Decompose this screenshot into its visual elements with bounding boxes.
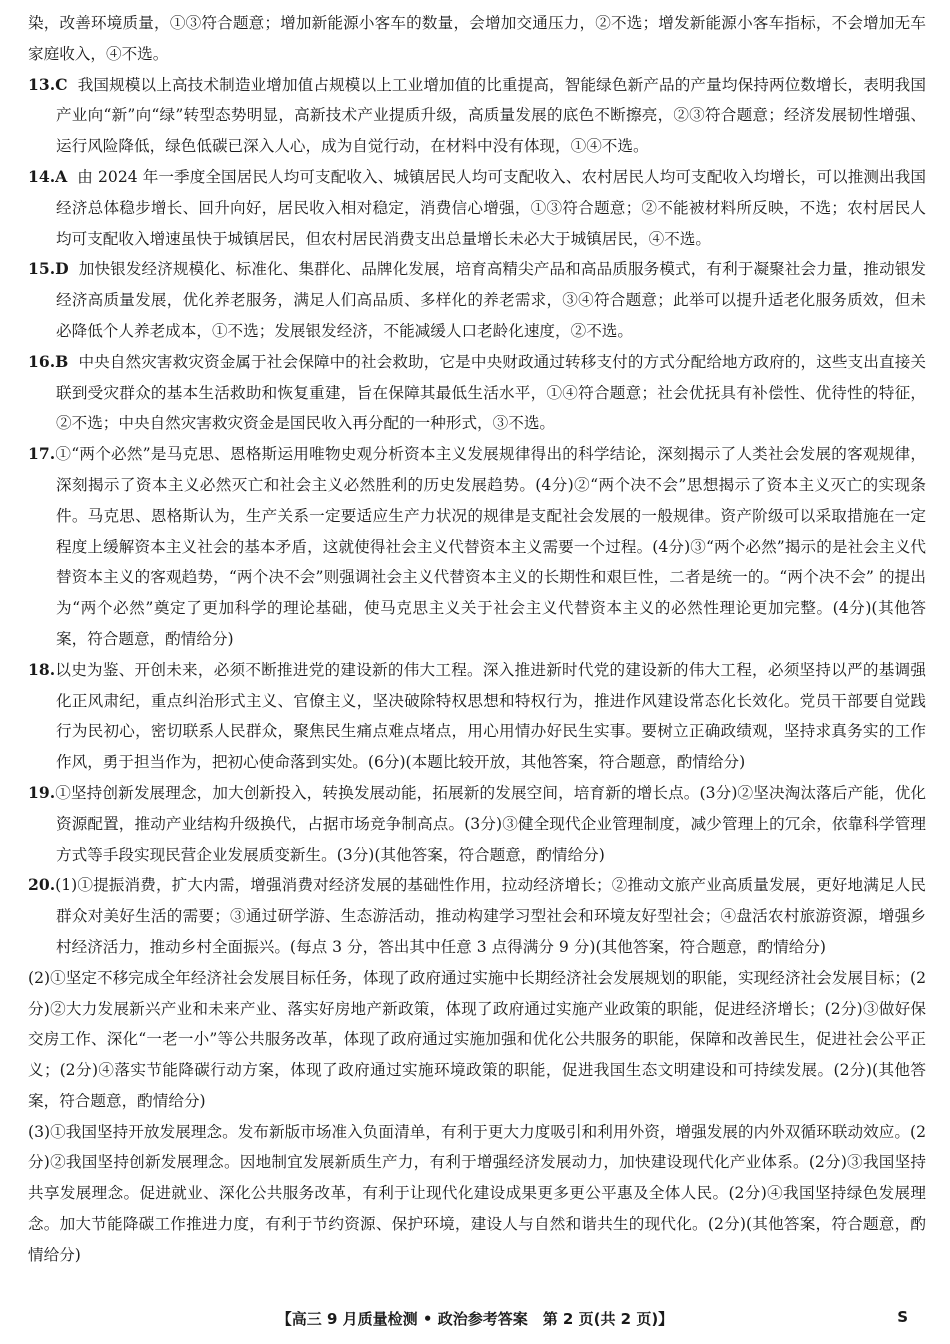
answer-17 (0, 439, 950, 655)
page-footer (0, 1302, 950, 1332)
paragraph-text: (1)①提振消费，扩大内需，增强消费对经济发展的基础性作用，拉动经济增长；②推动文旅产业高质量发展，更好地满足人民群众对美好生活的需要；③通过研学游、生态游活动，推动构建学习型社会和环境友好型社会；④盘活农村旅游资源，增强乡村经济活力，推动乡村全面振兴。(每点 3 分，答出其中任意 3 点得满分 9 分)(其他答案，符合题意，酌情给分) (55, 876, 926, 956)
paragraph-text: 加快银发经济规模化、标准化、集群化、品牌化发展，培育高精尖产品和高品质服务模式，有利于凝聚社会力量，推动银发经济高质量发展，优化养老服务，满足人们高品质、多样化的养老需求，③④符合题意；此举可以提升适老化服务质效，但未必降低个人养老成本，①不选；发展银发经济，不能减缓人口老龄化速度，②不选。 (56, 260, 926, 340)
question-number: 16.B (28, 351, 69, 371)
answer-19 (0, 778, 950, 870)
paragraph-text: ①坚持创新发展理念，加大创新投入，转换发展动能，拓展新的发展空间，培育新的增长点。(3分)②坚决淘汰落后产能，优化资源配置，推动产业结构升级换代，占据市场竞争制高点。(3分)③健全现代企业管理制度，减少管理上的冗余，依靠科学管理方式等手段实现民营企业发展质变新生。(3分)(其他答案，符合题意，酌情给分) (55, 783, 926, 864)
paragraph-text: ①“两个必然”是马克思、恩格斯运用唯物史观分析资本主义发展规律得出的科学结论，深刻揭示了人类社会发展的客观规律，深刻揭示了资本主义必然灭亡和社会主义必然胜利的历史发展趋势。(4分)②“两个决不会”思想揭示了资本主义灭亡的实现条件。马克思、恩格斯认为，生产关系一定要适应生产力状况的规律是支配社会发展的一般规律。资产阶级可以采取措施在一定程度上缓解资本主义社会的基本矛盾，这就使得社会主义代替资本主义需要一个过程。(4分)③“两个必然”揭示的是社会主义代替资本主义的客观趋势，“两个决不会”则强调社会主义代替资本主义的长期性和艰巨性，二者是统一的。“两个决不会” 的提出为“两个必然”奠定了更加科学的理论基础，使马克思主义关于社会主义代替资本主义的必然性理论更加完整。(4分)(其他答案，符合题意，酌情给分) (55, 445, 926, 648)
answer-20-part-2 (0, 963, 950, 1117)
answer-16 (0, 347, 950, 439)
answer-20-part-3 (0, 1117, 950, 1271)
paragraph-text: (2)①坚定不移完成全年经济社会发展目标任务，体现了政府通过实施中长期经济社会发展规划的职能，实现经济社会发展目标；(2分)②大力发展新兴产业和未来产业、落实好房地产新政策，体现了政府通过实施产业政策的职能，促进经济增长；(2分)③做好保交房工作、深化“一老一小”等公共服务改革，体现了政府通过实施加强和优化公共服务的职能，保障和改善民生，促进社会公平正义；(2分)④落实节能降碳行动方案，体现了政府通过实施环境政策的职能，促进我国生态文明建设和可持续发展。(2分)(其他答案，符合题意，酌情给分) (28, 968, 926, 1110)
answer-14 (0, 162, 950, 254)
question-number: 17. (28, 444, 56, 464)
question-number: 18. (28, 659, 56, 679)
answer-13 (0, 70, 950, 162)
question-number: 15.D (28, 259, 69, 279)
answer-15 (0, 254, 950, 346)
paragraph-text: 我国规模以上高技术制造业增加值占规模以上工业增加值的比重提高，智能绿色新产品的产量均保持两位数增长，表明我国产业向“新”向“绿”转型态势明显，高新技术产业提质升级，高质量发展的底色不断擦亮，②③符合题意；经济发展韧性增强、运行风险降低，绿色低碳已深入人心，成为自觉行动，在材料中没有体现，①④不选。 (56, 75, 926, 156)
answer-20-part-1 (0, 870, 950, 962)
answer-content (0, 8, 950, 1271)
paragraph-text: 中央自然灾害救灾资金属于社会保障中的社会救助，它是中央财政通过转移支付的方式分配给地方政府的，这些支出直接关联到受灾群众的基本生活救助和恢复重建，旨在保障其最低生活水平，①④符合题意；社会优抚具有补偿性、优待性的特征，②不选；中央自然灾害救灾资金是国民收入再分配的一种形式，③不选。 (56, 352, 926, 433)
question-number: 14.A (28, 166, 68, 186)
paragraph-text: 染，改善环境质量，①③符合题意；增加新能源小客车的数量，会增加交通压力，②不选；增发新能源小客车指标，不会增加无车家庭收入，④不选。 (28, 14, 926, 63)
question-number: 19. (28, 782, 56, 802)
paragraph-text: 以史为鉴、开创未来，必须不断推进党的建设新的伟大工程。深入推进新时代党的建设新的伟大工程，必须坚持以严的基调强化正风肃纪，重点纠治形式主义、官僚主义，坚决破除特权思想和特权行为，推进作风建设常态化长效化。党员干部要自觉践行为民初心，密切联系人民群众，聚焦民生痛点难点堵点，用心用情办好民生实事。要树立正确政绩观，坚持求真务实的工作作风，勇于担当作为，把初心使命落到实处。(6分)(本题比较开放，其他答案，符合题意，酌情给分) (55, 660, 926, 772)
paragraph-text: (3)①我国坚持开放发展理念。发布新版市场准入负面清单，有利于更大力度吸引和利用外资，增强发展的内外双循环联动效应。(2分)②我国坚持创新发展理念。因地制宜发展新质生产力，有利于增强经济发展动力，加快建设现代化产业体系。(2分)③我国坚持共享发展理念。促进就业、深化公共服务改革，有利于让现代化建设成果更多更公平惠及全体人民。(2分)④我国坚持绿色发展理念。加大节能降碳工作推进力度，有利于节约资源、保护环境，建设人与自然和谐共生的现代化。(2分)(其他答案，符合题意，酌情给分) (28, 1122, 926, 1264)
footer-text: 【高三 9 月质量检测 • 政治参考答案 第 2 页(共 2 页)】 (276, 1310, 674, 1328)
question-number: 20. (28, 875, 56, 895)
paragraph-text: 由 2024 年一季度全国居民人均可支配收入、城镇居民人均可支配收入、农村居民人均可支配收入均增长，可以推测出我国经济总体稳步增长、回升向好，居民收入相对稳定，消费信心增强，①③符合题意；②不能被材料所反映，不选；农村居民人均可支配收入增速虽快于城镇居民，但农村居民消费支出总量增长未必大于城镇居民，④不选。 (56, 167, 926, 248)
footer-mark: S (897, 1308, 908, 1326)
paragraph-12-continued (0, 8, 950, 70)
question-number: 13.C (28, 74, 68, 94)
answer-18 (0, 655, 950, 778)
